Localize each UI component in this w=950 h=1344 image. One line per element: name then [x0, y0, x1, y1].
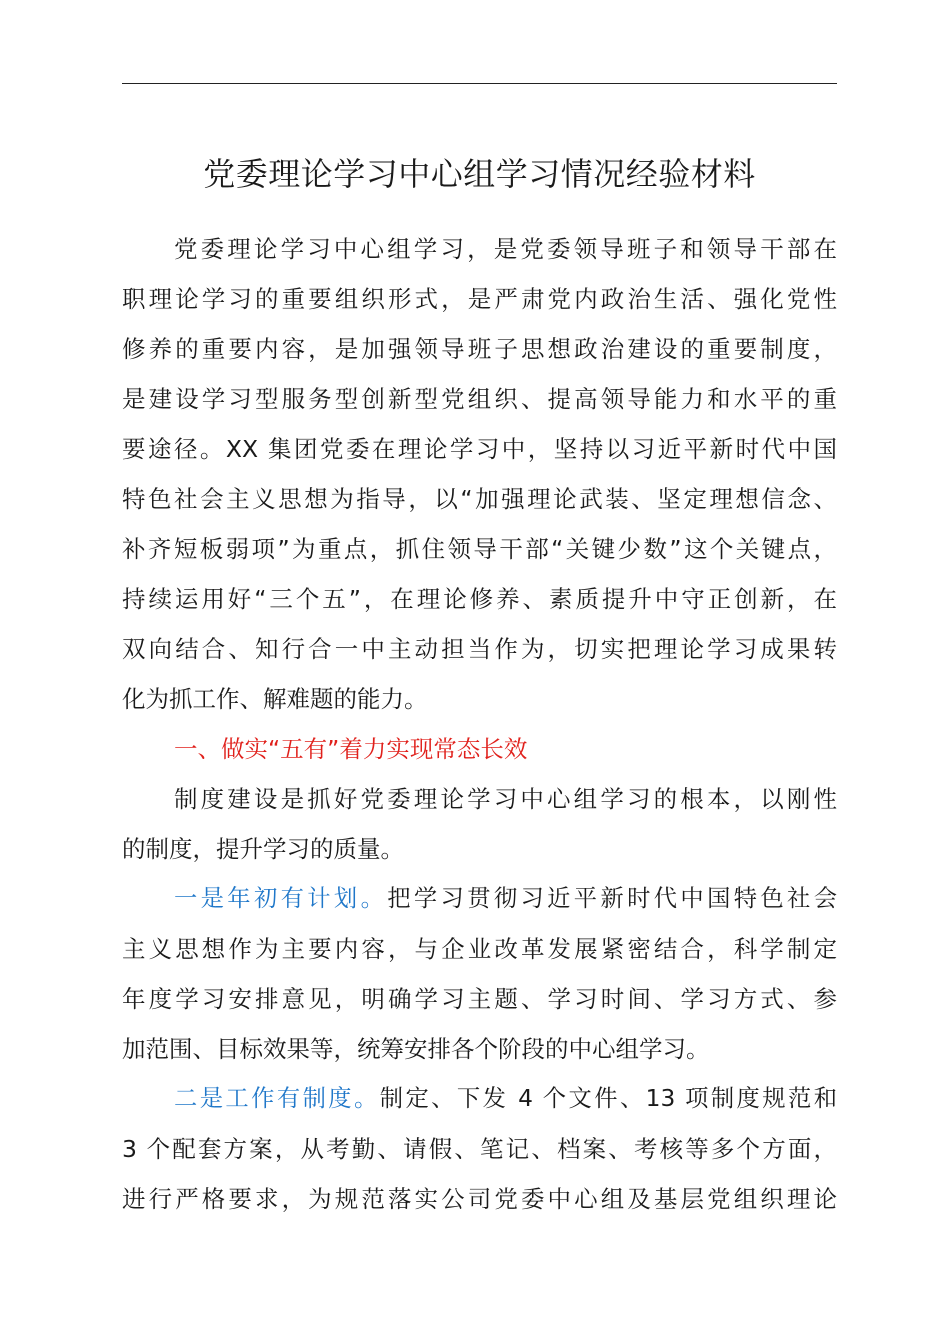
line-text: 双向结合、知行合一中主动担当作为，切实把理论学习成果转 — [122, 635, 837, 663]
paragraph-line — [122, 1074, 837, 1124]
paragraph-line — [122, 674, 837, 724]
paragraph-line — [122, 224, 837, 274]
section-heading — [122, 724, 837, 774]
line-text: 是建设学习型服务型创新型党组织、提高领导能力和水平的重 — [122, 385, 837, 413]
paragraph-line — [122, 374, 837, 424]
header-rule — [122, 83, 837, 84]
line-text: 年度学习安排意见，明确学习主题、学习时间、学习方式、参 — [122, 985, 837, 1013]
line-text: 加范围、目标效果等，统筹安排各个阶段的中心组学习。 — [122, 1035, 710, 1063]
paragraph-line — [122, 274, 837, 324]
paragraph-line — [122, 424, 837, 474]
line-text: 修养的重要内容，是加强领导班子思想政治建设的重要制度， — [122, 335, 837, 363]
line-text: 持续运用好“三个五”，在理论修养、素质提升中守正创新，在 — [122, 585, 837, 613]
paragraph-line — [122, 974, 837, 1024]
lead-phrase: 二是工作有制度。 — [174, 1085, 380, 1112]
lead-phrase: 一是年初有计划。 — [174, 885, 388, 912]
line-text: 要途径。XX 集团党委在理论学习中，坚持以习近平新时代中国 — [122, 435, 837, 463]
line-text: 党委理论学习中心组学习，是党委领导班子和领导干部在 — [174, 235, 837, 263]
line-text: 职理论学习的重要组织形式，是严肃党内政治生活、强化党性 — [122, 285, 837, 313]
paragraph-line — [122, 1174, 837, 1224]
line-text: 特色社会主义思想为指导，以“加强理论武装、坚定理想信念、 — [122, 485, 837, 513]
line-text: 补齐短板弱项”为重点，抓住领导干部“关键少数”这个关键点， — [122, 535, 837, 563]
paragraph-line — [122, 924, 837, 974]
paragraph-line — [122, 474, 837, 524]
paragraph-line — [122, 524, 837, 574]
line-text: 制度建设是抓好党委理论学习中心组学习的根本，以刚性 — [174, 785, 837, 813]
paragraph-line — [122, 574, 837, 624]
paragraph-line — [122, 1024, 837, 1074]
document-title: 党委理论学习中心组学习情况经验材料 — [203, 155, 756, 193]
line-text: 3 个配套方案，从考勤、请假、笔记、档案、考核等多个方面， — [122, 1135, 837, 1163]
paragraph-line — [122, 624, 837, 674]
paragraph-line — [122, 874, 837, 924]
line-text: 主义思想作为主要内容，与企业改革发展紧密结合，科学制定 — [122, 935, 837, 963]
paragraph-line — [122, 324, 837, 374]
paragraph-line — [122, 824, 837, 874]
paragraph-line — [122, 1124, 837, 1174]
line-text: 化为抓工作、解难题的能力。 — [122, 685, 428, 713]
line-text: 的制度，提升学习的质量。 — [122, 835, 404, 863]
paragraph-line — [122, 774, 837, 824]
line-text: 制定、下发 4 个文件、13 项制度规范和 — [379, 1085, 837, 1112]
line-text: 进行严格要求，为规范落实公司党委中心组及基层党组织理论 — [122, 1185, 837, 1213]
line-text: 把学习贯彻习近平新时代中国特色社会 — [387, 885, 837, 912]
section-heading-text: 一、做实“五有”着力实现常态长效 — [174, 735, 528, 763]
document-body — [122, 224, 837, 1224]
